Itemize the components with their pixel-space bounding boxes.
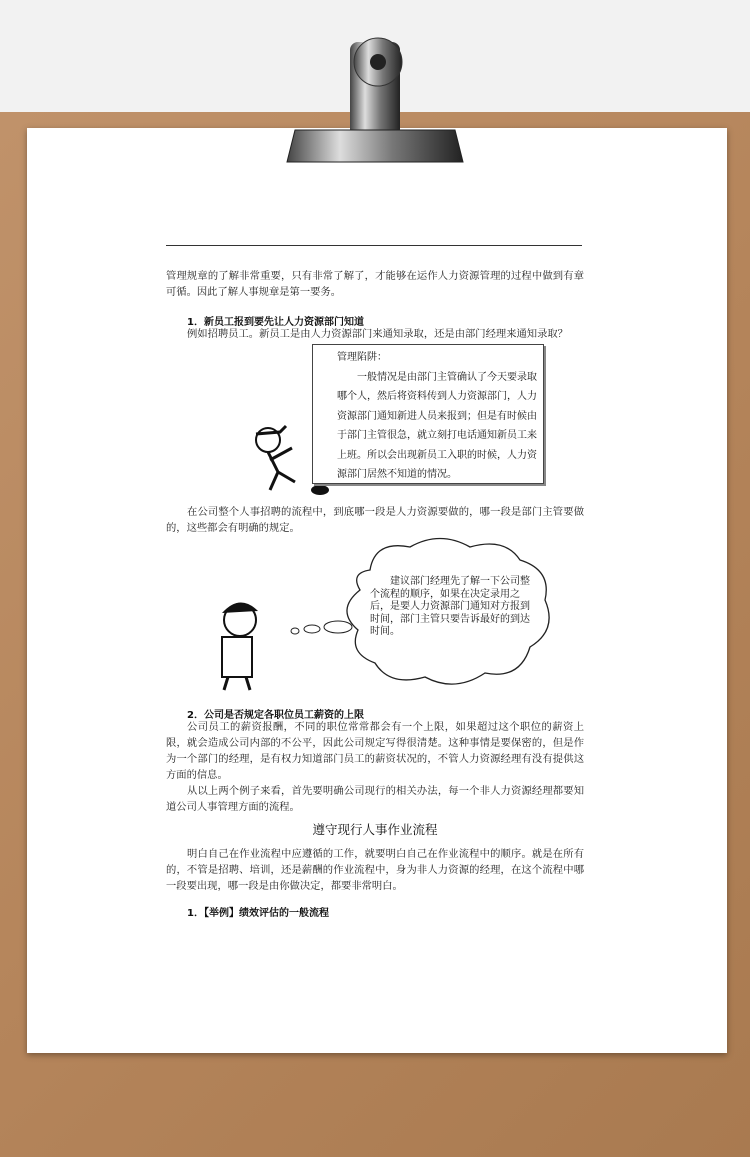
header-rule <box>166 245 582 246</box>
cloud-suggestion-text: 建议部门经理先了解一下公司整个流程的顺序，如果在决定录用之后，是要人力资源部门通知对方报到时间，部门主管只要告诉最好的到达时间。 <box>370 576 530 637</box>
section-3-paragraph: 明白自己在作业流程中应遵循的工作，就要明白自己在作业流程中的顺序。就是在所有的，不管是招聘、培训，还是薪酬的作业流程中，身为非人力资源的经理，在这个流程中哪一段要出现，哪一段是由你做决定，都要非常明白。 <box>166 848 584 892</box>
section-1-text: 例如招聘员工。新员工是由人力资源部门来通知录取，还是由部门经理来通知录取？ <box>187 328 568 340</box>
note-title: 管理陷阱： <box>337 352 387 363</box>
section-2-heading: 2．公司是否规定各职位员工薪资的上限 <box>187 710 364 721</box>
binder-clip-icon <box>285 22 465 172</box>
management-trap-note <box>312 344 544 484</box>
note-body: 一般情况是由部门主管确认了今天要录取哪个人，然后将资料传到人力资源部门，人力资源部门通知新进人员来报到；但是有时候由于部门主管很急，就立刻打电话通知新员工来上班。所以会出现新员工入职的时候，人力资源部门居然不知道的情况。 <box>337 371 537 480</box>
section-2-paragraph-2: 从以上两个例子来看，首先要明确公司现行的相关办法，每一个非人力资源经理都要知道公司人事管理方面的流程。 <box>166 785 584 813</box>
section-2-paragraph-1: 公司员工的薪资报酬，不同的职位常常都会有一个上限，如果超过这个职位的薪资上限，就会造成公司内部的不公平，因此公司规定写得很清楚。这种事情是要保密的，但是作为一个部门的经理，是有权力知道部门员工的薪资状况的，不管人力资源经理有没有提供这方面的信息。 <box>166 721 584 781</box>
section-3-title: 遵守现行人事作业流程 <box>312 822 438 837</box>
section-1-paragraph-2: 在公司整个人事招聘的流程中，到底哪一段是人力资源要做的，哪一段是部门主管要做的，这些都会有明确的规定。 <box>166 506 584 534</box>
intro-paragraph: 管理规章的了解非常重要，只有非常了解了，才能够在运作人力资源管理的过程中做到有章可循。因此了解人事规章是第一要务。 <box>166 270 584 298</box>
section-3-heading: 1．【举例】绩效评估的一般流程 <box>187 908 329 919</box>
section-1-heading: 1．新员工报到要先让人力资源部门知道 <box>187 317 364 328</box>
